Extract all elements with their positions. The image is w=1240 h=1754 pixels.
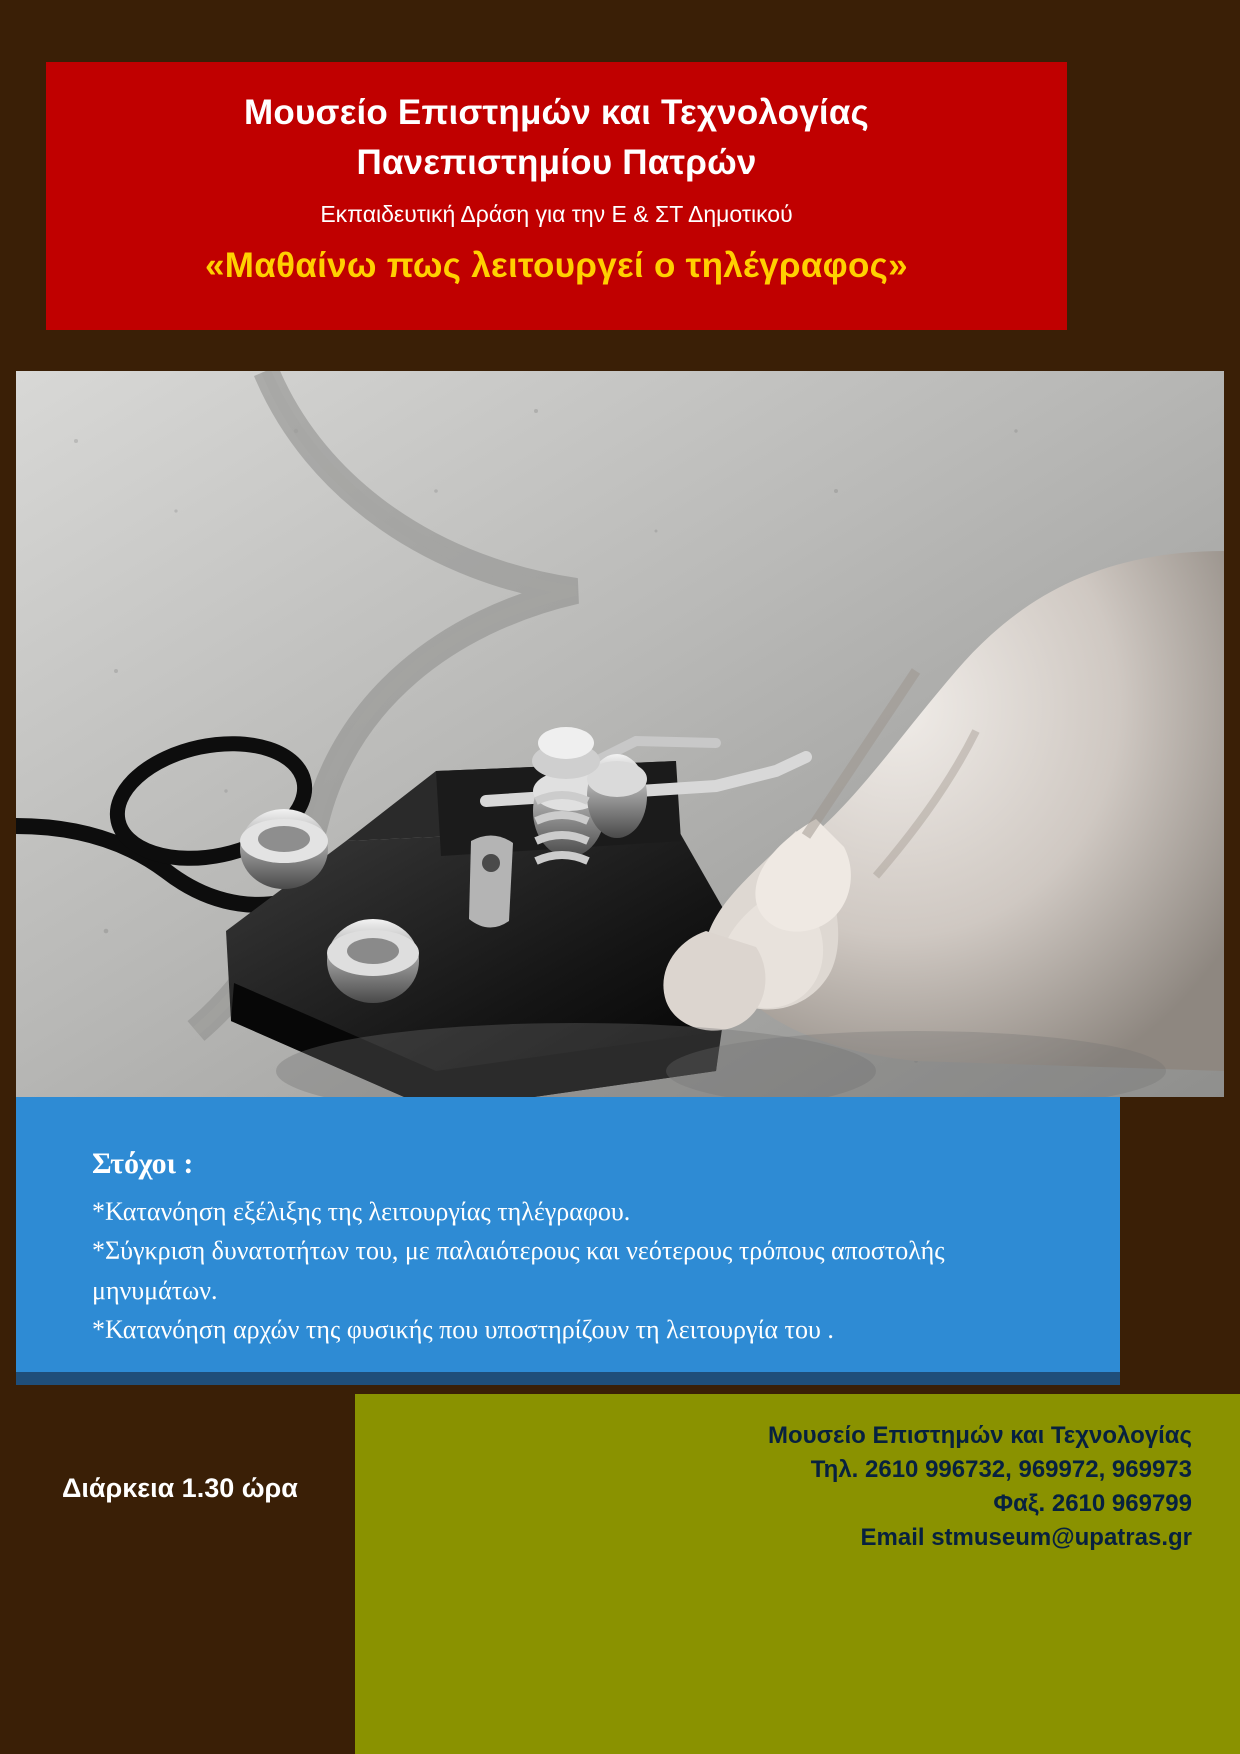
museum-title-line1: Μουσείο Επιστημών και Τεχνολογίας [244,93,869,132]
contact-phone: Τηλ. 2610 996732, 969972, 969973 [810,1456,1192,1484]
goals-list [92,1193,1058,1350]
footer-left-block [0,1394,355,1754]
goals-panel [16,1097,1120,1372]
museum-title-line2: Πανεπιστημίου Πατρών [356,142,757,182]
contact-email: Email stmuseum@upatras.gr [860,1524,1192,1552]
goals-title: Στόχοι : [92,1147,194,1180]
telegraph-photo [16,371,1224,1097]
contact-info [768,1419,1192,1555]
goal-item-2-cont: μηνυμάτων. [92,1275,218,1305]
action-title: «Μαθαίνω πως λειτουργεί ο τηλέγραφος» [205,245,908,285]
header-band [46,62,1067,330]
telegraph-photo-illustration [16,371,1224,1097]
contact-fax: Φαξ. 2610 969799 [993,1490,1192,1518]
goal-item-3: *Κατανόηση αρχών της φυσικής που υποστηρίζουν τη λειτουργία του . [92,1315,834,1345]
goal-item-1: *Κατανόηση εξέλιξης της λειτουργίας τηλέγραφου. [92,1197,631,1226]
contact-museum-name: Μουσείο Επιστημών και Τεχνολογίας [768,1422,1192,1449]
museum-title [76,88,1037,187]
duration-label: Διάρκεια 1.30 ώρα [62,1473,298,1503]
header-subtitle: Εκπαιδευτική Δράση για την Ε & ΣΤ Δημοτικού [320,201,793,228]
goal-item-2: *Σύγκριση δυνατοτήτων του, με παλαιότερους και νεότερους τρόπους αποστολής [92,1236,945,1266]
